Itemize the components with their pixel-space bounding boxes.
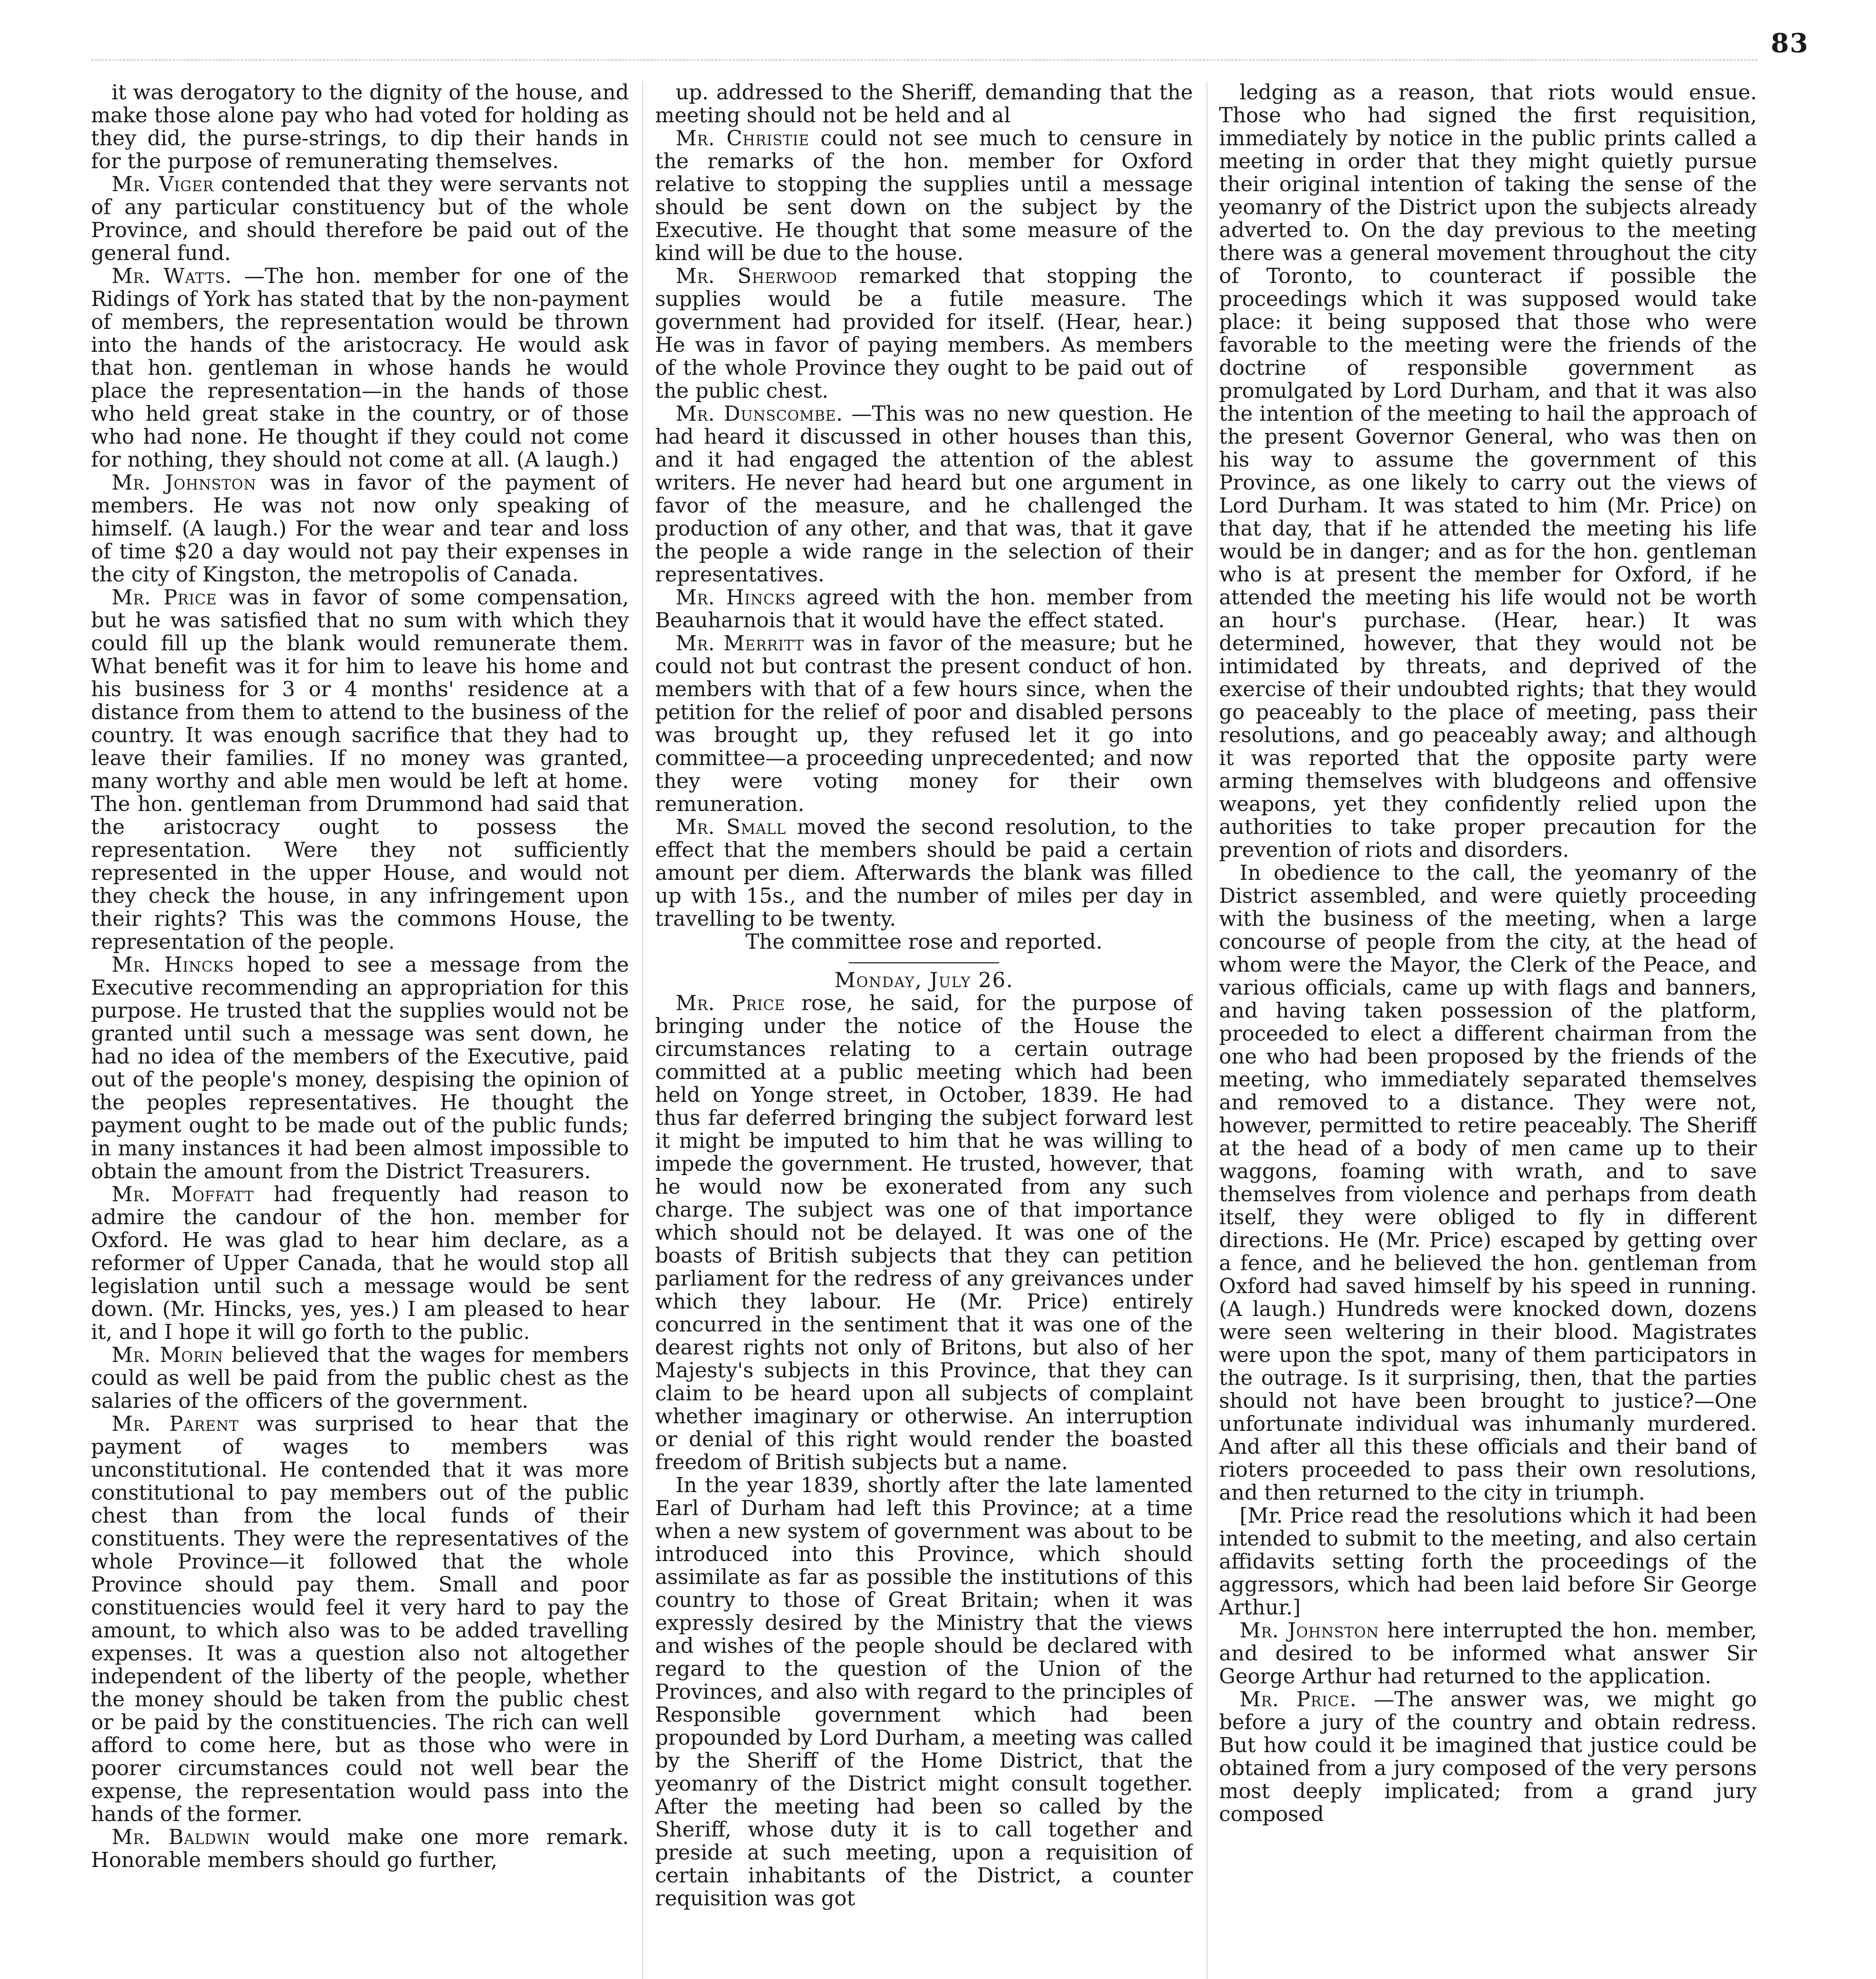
text-columns bbox=[91, 81, 1757, 1979]
paragraph-text: was in favor of the measure; but he could not but contrast the present conduct of hon. members with that of a few hours since, when the petition for the relief of poor and disabled persons was brought up, they refused let it go into committee—a proceeding unprecedented; and now they were voting money for their own remuneration. bbox=[655, 632, 1193, 816]
paragraph bbox=[91, 1344, 629, 1413]
paragraph bbox=[655, 632, 1193, 816]
column-2 bbox=[642, 81, 1193, 1979]
column-1 bbox=[91, 81, 629, 1979]
speaker-name: Mr. Baldwin bbox=[112, 1825, 250, 1849]
paragraph-text: up. addressed to the Sheriff, demanding that the meeting should not be held and al bbox=[655, 81, 1193, 127]
speaker-name: Mr. Watts. bbox=[112, 264, 232, 288]
paragraph bbox=[1219, 1688, 1757, 1826]
speaker-name: Mr. Christie bbox=[675, 127, 810, 150]
speaker-name: Mr. Price bbox=[675, 991, 785, 1015]
paragraph bbox=[655, 816, 1193, 931]
paragraph bbox=[1219, 1619, 1757, 1688]
paragraph-text: —The hon. member for one of the Ridings of York has stated that by the non-payment of members, the representation would be thrown into the hands of the aristocracy. He would ask that hon. gentleman in whose hands he would place the representation—in the hands of those who held great stake in the country, or of those who had none. He thought if they could not come for nothing, they should not come at all. (A laugh.) bbox=[91, 264, 629, 472]
paragraph bbox=[91, 471, 629, 586]
paragraph bbox=[1219, 81, 1757, 862]
paragraph-text: it was derogatory to the dignity of the house, and make those alone pay who had voted for holding as they did, the purse-strings, to dip their hands in for the purpose of remunerating themselves. bbox=[91, 81, 629, 173]
paragraph-text: hoped to see a message from the Executive recommending an appropriation for this purpose. He trusted that the supplies would not be granted until such a message was sent down, he had no idea of the members of the Executive, paid out of the people's money, despising the opinion of the peoples representatives. He thought the payment ought to be made out of the public funds; in many instances it had been almost impossible to obtain the amount from the District Treasurers. bbox=[91, 953, 629, 1183]
paragraph-text: was in favor of some compensation, but he was satisfied that no sum with which they could fill up the blank would remunerate them. What benefit was it for him to leave his home and his business for 3 or 4 months' residence at a distance from them to attend to the business of the country. It was enough sacrifice that they had to leave their families. If no money was granted, many worthy and able men would be left at home. The hon. gentleman from Drummond had said that the aristocracy ought to possess the representation. Were they not sufficiently represented in the upper House, and would not they check the house, in any infringement upon their rights? This was the commons House, the representation of the people. bbox=[91, 586, 629, 954]
paragraph-text: In obedience to the call, the yeomanry of the District assembled, and were quietly proceeding with the business of the meeting, when a large concourse of people from the city, at the head of whom were the Mayor, the Clerk of the Peace, and various officials, came up with flags and banners, and having taken possession of the platform, proceeded to elect a different chairman from the one who had been proposed by the friends of the meeting, who immediately separated themselves and removed to a distance. They were not, however, permitted to retire peaceably. The Sheriff at the head of a body of men came up to their waggons, foaming with wrath, and to save themselves from violence and perhaps from death itself, they were obliged to fly in different directions. He (Mr. Price) escaped by getting over a fence, and he believed the hon. gentleman from Oxford had saved himself by his speed in running. (A laugh.) Hundreds were knocked down, dozens were seen weltering in their blood. Magistrates were upon the spot, many of them participators in the outrage. Is it surprising, then, that the parties should not have been brought to justice?—One unfortunate individual was inhumanly murdered. And after all this these officials and their band of rioters proceeded to pass their own resolutions, and then returned to the city in triumph. bbox=[1219, 861, 1757, 1505]
paragraph-text: agreed with the hon. member from Beauharnois that it would have the effect stated. bbox=[655, 586, 1193, 632]
speaker-name: Mr. Johnston bbox=[1239, 1619, 1379, 1643]
paragraph-text: was surprised to hear that the payment of wages to members was unconstitutional. He contended that it was more constitutional to pay members out of the public chest than from the local funds of their constituents. They were the representatives of the whole Province—it followed that the whole Province should pay them. Small and poor constituencies would feel it very hard to pay the amount, to which also was to be added travelling expenses. It was a question also not altogether independent of the liberty of the people, whether the money should be taken from the public chest or be paid by the constituencies. The rich can well afford to come here, but as those who were in poorer circumstances could not well bear the expense, the representation would pass into the hands of the former. bbox=[91, 1412, 629, 1826]
paragraph-text: believed that the wages for members could as well be paid from the public chest as the salaries of the officers of the government. bbox=[91, 1343, 629, 1413]
speaker-name: Mr. Dunscombe. bbox=[675, 402, 843, 426]
speaker-name: Mr. Morin bbox=[112, 1343, 224, 1367]
paragraph bbox=[91, 81, 629, 173]
paragraph-text: rose, he said, for the purpose of bringing under the notice of the House the circumstances relating to a certain outrage committed at a public meeting which had been held on Yonge street, in October, 1839. He had thus far deferred bringing the subject forward lest it might be imputed to him that he was willing to impede the government. He trusted, however, that he would now be exonerated from any such charge. The subject was one of that importance which should not be delayed. It was one of the boasts of British subjects that they can petition parliament for the redress of any greivances under which they labour. He (Mr. Price) entirely concurred in the sentiment that it was one of the dearest rights not only of Britons, but also of her Majesty's subjects in this Province, that they can claim to be heard upon all subjects of complaint whether imaginary or otherwise. An interruption or denial of this right would render the boasted freedom of British subjects but a name. bbox=[655, 991, 1193, 1474]
speaker-name: Mr. Hincks bbox=[675, 586, 796, 610]
top-rule bbox=[91, 59, 1757, 61]
paragraph-text: [Mr. Price read the resolutions which it had been intended to submit to the meeting, and also certain affidavits setting forth the proceedings of the aggressors, which had been laid before Sir George Arthur.] bbox=[1219, 1504, 1757, 1620]
speaker-name: Mr. Parent bbox=[112, 1412, 239, 1436]
speaker-name: Mr. Johnston bbox=[112, 471, 256, 495]
paragraph bbox=[655, 265, 1193, 403]
speaker-name: Mr. Sherwood bbox=[675, 264, 838, 288]
paragraph-text: remarked that stopping the supplies would be a futile measure. The government had provided for itself. (Hear, hear.) He was in favor of paying members. As members of the whole Province they ought to be paid out of the public chest. bbox=[655, 264, 1193, 403]
paragraph-text: had frequently had reason to admire the candour of the hon. member for Oxford. He was glad to hear him declare, as a reformer of Upper Canada, that he would stop all legislation until such a message would be sent down. (Mr. Hincks, yes, yes.) I am pleased to hear it, and I hope it will go forth to the public. bbox=[91, 1183, 629, 1344]
paragraph-text: would make one more remark. Honorable members should go further, bbox=[91, 1825, 629, 1872]
paragraph-text: The committee rose and reported. bbox=[745, 930, 1103, 954]
speaker-name: Mr. Price. bbox=[1239, 1688, 1357, 1711]
date-heading: Monday, July 26. bbox=[834, 969, 1014, 992]
paragraph bbox=[655, 1474, 1193, 1910]
paragraph bbox=[655, 127, 1193, 265]
paragraph-text: —The answer was, we might go before a jury of the country and obtain redress. But how could it be imagined that justice could be obtained from a jury composed of the very persons most deeply implicated; from a grand jury composed bbox=[1219, 1688, 1757, 1826]
paragraph bbox=[1219, 1504, 1757, 1619]
paragraph bbox=[655, 403, 1193, 586]
paragraph-text: In the year 1839, shortly after the late lamented Earl of Durham had left this Province; at a time when a new system of government was about to be introduced into this Province, which should assimilate as far as possible the institutions of this country to those of Great Britain; when it was expressly desired by the Ministry that the views and wishes of the people should be declared with regard to the question of the Union of the Provinces, and also with regard to the principles of Responsible government which had been propounded by Lord Durham, a meeting was called by the Sheriff of the Home District, that the yeomanry of the District might consult together. After the meeting had been so called by the Sheriff, whose duty it is to call together and preside at such meeting, upon a requisition of certain inhabitants of the District, a counter requisition was got bbox=[655, 1474, 1193, 1911]
paragraph bbox=[655, 81, 1193, 127]
paragraph bbox=[655, 586, 1193, 632]
speaker-name: Mr. Moffatt bbox=[112, 1183, 254, 1206]
paragraph bbox=[91, 953, 629, 1183]
paragraph bbox=[655, 931, 1193, 953]
paragraph-text: contended that they were servants not of any particular constituency but of the whole Province, and should therefore be paid out of the general fund. bbox=[91, 173, 629, 265]
page-number: 83 bbox=[1771, 28, 1809, 59]
speaker-name: Mr. Merritt bbox=[675, 632, 804, 655]
column-3 bbox=[1206, 81, 1757, 1979]
paragraph bbox=[91, 1826, 629, 1872]
speaker-name: Mr. Viger bbox=[112, 173, 214, 196]
paragraph-text: could not see much to censure in the remarks of the hon. member for Oxford relative to stopping the supplies until a message should be sent down on the subject by the Executive. He thought that some measure of the kind will be due to the house. bbox=[655, 127, 1193, 265]
speaker-name: Mr. Hincks bbox=[112, 953, 234, 977]
paragraph bbox=[91, 265, 629, 471]
paragraph-text: moved the second resolution, to the effect that the members should be paid a certain amount per diem. Afterwards the blank was filled up with 15s., and the number of miles per day in travelling to be twenty. bbox=[655, 815, 1193, 931]
paragraph-text: ledging as a reason, that riots would ensue. Those who had signed the first requisition, immediately by notice in the public prints called a meeting in order that they might quietly pursue their original intention of taking the sense of the yeomanry of the District upon the subjects already adverted to. On the day previous to the meeting there was a general movement throughout the city of Toronto, to counteract if possible the proceedings which it was supposed would take place: it being supposed that those who were favorable to the meeting were the friends of the doctrine of responsible government as promulgated by Lord Durham, and that it was also the intention of the meeting to hail the approach of the present Governor General, who was then on his way to assume the government of this Province, as one likely to carry out the views of Lord Durham. It was stated to him (Mr. Price) on that day, that if he attended the meeting his life would be in danger; and as for the hon. gentleman who is at present the member for Oxford, if he attended the meeting his life would not be worth an hour's purchase. (Hear, hear.) It was determined, however, that they would not be intimidated by threats, and deprived of the exercise of their undoubted rights; that they would go peaceably to the place of meeting, pass their resolutions, and go peaceably away; and although it was reported that the opposite party were arming themselves with bludgeons and offensive weapons, yet they confidently relied upon the authorities to take proper precaution for the prevention of riots and disorders. bbox=[1219, 81, 1757, 862]
paragraph-text: —This was no new question. He had heard it discussed in other houses than this, and it had engaged the attention of the ablest writers. He never had heard but one argument in favor of the measure, and he challenged the production of any other, and that was, that it gave the people a wide range in the selection of their representatives. bbox=[655, 402, 1193, 587]
paragraph-text: here interrupted the hon. member, and desired to be informed what answer Sir George Arthur had returned to the application. bbox=[1219, 1619, 1757, 1688]
paragraph bbox=[91, 586, 629, 953]
paragraph bbox=[655, 992, 1193, 1474]
section-rule bbox=[849, 962, 1000, 963]
paragraph bbox=[91, 173, 629, 265]
paragraph-text: was in favor of the payment of members. He was not now only speaking of himself. (A laugh.) For the wear and tear and loss of time $20 a day would not pay their expenses in the city of Kingston, the metropolis of Canada. bbox=[91, 471, 629, 587]
paragraph bbox=[91, 1413, 629, 1826]
speaker-name: Mr. Price bbox=[112, 586, 217, 610]
paragraph bbox=[91, 1183, 629, 1344]
paragraph bbox=[1219, 862, 1757, 1504]
speaker-name: Mr. Small bbox=[675, 815, 786, 839]
